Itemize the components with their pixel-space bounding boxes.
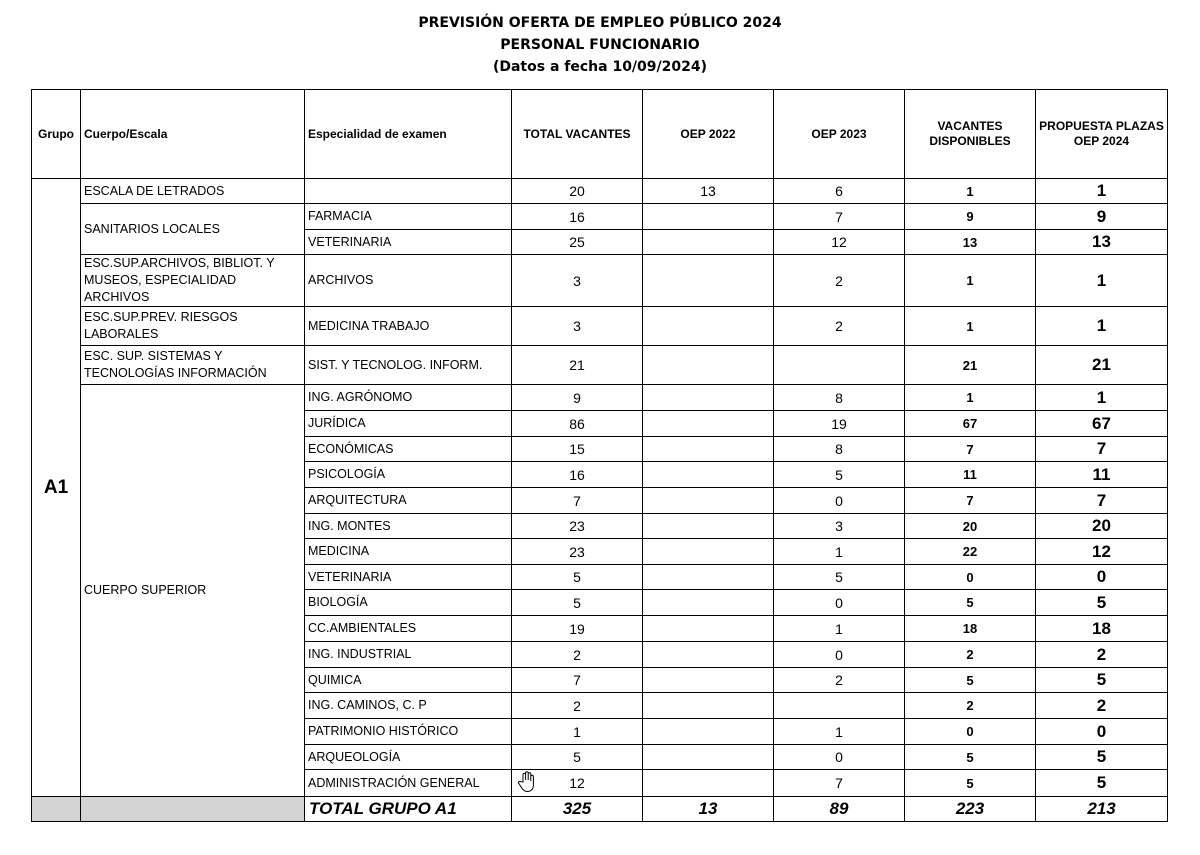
vacantes-disponibles-cell: 1	[905, 255, 1036, 307]
total-propuesta-sum: 213	[1036, 797, 1168, 822]
oep-2022-cell	[643, 770, 774, 797]
oep-2022-cell	[643, 590, 774, 616]
oep-2022-cell	[643, 488, 774, 514]
hand-pointer-icon	[517, 771, 535, 793]
propuesta-cell: 2	[1036, 642, 1168, 668]
table-body	[32, 179, 1168, 822]
total-vacantes-cell: 16	[512, 204, 643, 230]
oep-2023-cell: 8	[774, 385, 905, 411]
oep-2023-cell: 8	[774, 437, 905, 462]
oep-2022-cell	[643, 539, 774, 565]
oep-2023-cell	[774, 346, 905, 385]
oep-2023-cell: 0	[774, 590, 905, 616]
table-row	[32, 179, 1168, 204]
propuesta-cell: 2	[1036, 693, 1168, 719]
oep-2022-cell	[643, 565, 774, 590]
oep-2023-cell: 2	[774, 255, 905, 307]
oep-2022-cell	[643, 462, 774, 488]
group-cell: A1	[32, 179, 81, 797]
especialidad-cell: VETERINARIA	[305, 230, 512, 255]
propuesta-cell: 1	[1036, 255, 1168, 307]
vacantes-disponibles-cell: 1	[905, 307, 1036, 346]
vacantes-disponibles-cell: 1	[905, 385, 1036, 411]
vacantes-disponibles-cell: 1	[905, 179, 1036, 204]
propuesta-cell: 7	[1036, 437, 1168, 462]
vacantes-disponibles-cell: 22	[905, 539, 1036, 565]
especialidad-cell: ING. CAMINOS, C. P	[305, 693, 512, 719]
oep-2023-cell: 12	[774, 230, 905, 255]
col-header-vacantes-line1: VACANTES	[937, 119, 1003, 133]
col-header-oep-2023: OEP 2023	[774, 90, 905, 179]
vacantes-disponibles-cell: 7	[905, 437, 1036, 462]
especialidad-cell: MEDICINA TRABAJO	[305, 307, 512, 346]
oep-2023-cell: 7	[774, 770, 905, 797]
total-vacantes-cell: 5	[512, 745, 643, 770]
oep-2023-cell: 2	[774, 668, 905, 693]
col-header-oep-2022: OEP 2022	[643, 90, 774, 179]
vacantes-disponibles-cell: 20	[905, 514, 1036, 539]
total-vacantes-cell: 9	[512, 385, 643, 411]
total-vacantes-cell: 7	[512, 668, 643, 693]
oep-2023-cell: 5	[774, 565, 905, 590]
especialidad-cell: QUIMICA	[305, 668, 512, 693]
especialidad-cell: ING. AGRÓNOMO	[305, 385, 512, 411]
vacantes-disponibles-cell: 67	[905, 411, 1036, 437]
total-vacantes-cell: 5	[512, 590, 643, 616]
document-date-note: (Datos a fecha 10/09/2024)	[492, 59, 708, 75]
propuesta-cell: 1	[1036, 307, 1168, 346]
total-vacantes-sum: 325	[512, 797, 643, 822]
especialidad-cell: BIOLOGÍA	[305, 590, 512, 616]
propuesta-cell: 0	[1036, 719, 1168, 745]
oep-2022-cell	[643, 668, 774, 693]
especialidad-cell: ARQUEOLOGÍA	[305, 745, 512, 770]
oep-2022-cell	[643, 693, 774, 719]
propuesta-cell: 18	[1036, 616, 1168, 642]
table-row	[32, 346, 1168, 385]
especialidad-cell: VETERINARIA	[305, 565, 512, 590]
propuesta-cell: 20	[1036, 514, 1168, 539]
table-row	[32, 204, 1168, 230]
oep-2022-cell	[643, 719, 774, 745]
total-vacantes-cell: 23	[512, 514, 643, 539]
oep-2022-cell	[643, 255, 774, 307]
propuesta-cell: 1	[1036, 179, 1168, 204]
col-header-vacantes-disponibles	[905, 90, 1036, 179]
cuerpo-cell: ESC.SUP.ARCHIVOS, BIBLIOT. Y MUSEOS, ESPECIALIDAD ARCHIVOS	[81, 255, 305, 307]
vacantes-disponibles-cell: 21	[905, 346, 1036, 385]
oep-2023-cell: 5	[774, 462, 905, 488]
col-header-propuesta-line1: PROPUESTA PLAZAS	[1039, 119, 1164, 133]
vacantes-disponibles-cell: 5	[905, 668, 1036, 693]
document-title: PREVISIÓN OFERTA DE EMPLEO PÚBLICO 2024	[418, 15, 782, 31]
especialidad-cell: ADMINISTRACIÓN GENERAL	[305, 770, 512, 797]
oep-2022-cell	[643, 230, 774, 255]
oep-2023-cell	[774, 693, 905, 719]
total-vacantes-cell: 3	[512, 307, 643, 346]
oep-2023-cell: 1	[774, 616, 905, 642]
vacantes-disponibles-cell: 5	[905, 590, 1036, 616]
total-empty-cell	[81, 797, 305, 822]
cuerpo-cell: ESCALA DE LETRADOS	[81, 179, 305, 204]
vacantes-disponibles-cell: 18	[905, 616, 1036, 642]
vacantes-disponibles-cell: 0	[905, 565, 1036, 590]
total-vacantes-cell: 2	[512, 642, 643, 668]
cuerpo-cell: SANITARIOS LOCALES	[81, 204, 305, 255]
total-vacantes-cell: 3	[512, 255, 643, 307]
especialidad-cell: ECONÓMICAS	[305, 437, 512, 462]
oep-2023-cell: 19	[774, 411, 905, 437]
vacantes-disponibles-cell: 9	[905, 204, 1036, 230]
total-vacantes-cell: 15	[512, 437, 643, 462]
vacantes-disponibles-cell: 2	[905, 693, 1036, 719]
total-vacantes-cell: 19	[512, 616, 643, 642]
vacantes-disponibles-cell: 7	[905, 488, 1036, 514]
oep-2023-cell: 7	[774, 204, 905, 230]
total-vacantes-cell: 7	[512, 488, 643, 514]
oep-2022-cell	[643, 642, 774, 668]
total-vacantes-cell: 21	[512, 346, 643, 385]
oep-2023-cell: 0	[774, 642, 905, 668]
col-header-total-vacantes: TOTAL VACANTES	[512, 90, 643, 179]
total-label: TOTAL GRUPO A1	[305, 797, 512, 822]
vacantes-disponibles-cell: 5	[905, 770, 1036, 797]
total-vacantes-disponibles-sum: 223	[905, 797, 1036, 822]
table-row	[32, 385, 1168, 411]
oep-2022-cell	[643, 616, 774, 642]
oep-2022-cell	[643, 204, 774, 230]
propuesta-cell: 5	[1036, 745, 1168, 770]
especialidad-cell: ARCHIVOS	[305, 255, 512, 307]
total-vacantes-cell: 1	[512, 719, 643, 745]
especialidad-cell: ING. MONTES	[305, 514, 512, 539]
oep-2023-cell: 1	[774, 719, 905, 745]
propuesta-cell: 7	[1036, 488, 1168, 514]
total-oep-2023-sum: 89	[774, 797, 905, 822]
oep-2023-cell: 2	[774, 307, 905, 346]
total-vacantes-cell: 25	[512, 230, 643, 255]
total-empty-cell	[32, 797, 81, 822]
propuesta-cell: 21	[1036, 346, 1168, 385]
oep-2022-cell	[643, 307, 774, 346]
oep-2022-cell	[643, 385, 774, 411]
vacantes-disponibles-cell: 13	[905, 230, 1036, 255]
oep-table	[31, 89, 1168, 822]
document-header	[0, 12, 1200, 78]
propuesta-cell: 5	[1036, 668, 1168, 693]
total-vacantes-cell: 2	[512, 693, 643, 719]
total-vacantes-cell: 5	[512, 565, 643, 590]
propuesta-cell: 5	[1036, 770, 1168, 797]
oep-2022-cell	[643, 437, 774, 462]
propuesta-cell: 1	[1036, 385, 1168, 411]
vacantes-disponibles-cell: 5	[905, 745, 1036, 770]
col-header-grupo: Grupo	[32, 90, 81, 179]
propuesta-cell: 11	[1036, 462, 1168, 488]
especialidad-cell: ING. INDUSTRIAL	[305, 642, 512, 668]
cuerpo-cell: ESC. SUP. SISTEMAS Y TECNOLOGÍAS INFORMACIÓN	[81, 346, 305, 385]
propuesta-cell: 9	[1036, 204, 1168, 230]
total-oep-2022-sum: 13	[643, 797, 774, 822]
total-vacantes-cell: 20	[512, 179, 643, 204]
total-vacantes-cell: 86	[512, 411, 643, 437]
col-header-vacantes-line2: DISPONIBLES	[929, 134, 1011, 148]
especialidad-cell: MEDICINA	[305, 539, 512, 565]
propuesta-cell: 0	[1036, 565, 1168, 590]
oep-2022-cell	[643, 411, 774, 437]
oep-2023-cell: 0	[774, 488, 905, 514]
table-row	[32, 255, 1168, 307]
oep-2023-cell: 6	[774, 179, 905, 204]
especialidad-cell: SIST. Y TECNOLOG. INFORM.	[305, 346, 512, 385]
especialidad-cell	[305, 179, 512, 204]
total-row	[32, 797, 1168, 822]
propuesta-cell: 12	[1036, 539, 1168, 565]
oep-2022-cell: 13	[643, 179, 774, 204]
table-header-row	[32, 90, 1168, 179]
oep-2023-cell: 0	[774, 745, 905, 770]
oep-2022-cell	[643, 346, 774, 385]
oep-2022-cell	[643, 745, 774, 770]
cuerpo-cell: ESC.SUP.PREV. RIESGOS LABORALES	[81, 307, 305, 346]
oep-2023-cell: 3	[774, 514, 905, 539]
cuerpo-cell: CUERPO SUPERIOR	[81, 385, 305, 797]
especialidad-cell: PSICOLOGÍA	[305, 462, 512, 488]
col-header-especialidad: Especialidad de examen	[305, 90, 512, 179]
vacantes-disponibles-cell: 11	[905, 462, 1036, 488]
propuesta-cell: 13	[1036, 230, 1168, 255]
oep-2023-cell: 1	[774, 539, 905, 565]
col-header-propuesta-line2: OEP 2024	[1073, 134, 1130, 148]
especialidad-cell: ARQUITECTURA	[305, 488, 512, 514]
especialidad-cell: FARMACIA	[305, 204, 512, 230]
vacantes-disponibles-cell: 2	[905, 642, 1036, 668]
oep-2022-cell	[643, 514, 774, 539]
propuesta-cell: 5	[1036, 590, 1168, 616]
total-vacantes-cell: 16	[512, 462, 643, 488]
total-vacantes-cell: 12	[512, 770, 643, 797]
especialidad-cell: CC.AMBIENTALES	[305, 616, 512, 642]
especialidad-cell: PATRIMONIO HISTÓRICO	[305, 719, 512, 745]
especialidad-cell: JURÍDICA	[305, 411, 512, 437]
propuesta-cell: 67	[1036, 411, 1168, 437]
vacantes-disponibles-cell: 0	[905, 719, 1036, 745]
col-header-cuerpo: Cuerpo/Escala	[81, 90, 305, 179]
total-vacantes-cell: 23	[512, 539, 643, 565]
document-subtitle: PERSONAL FUNCIONARIO	[500, 37, 700, 53]
col-header-propuesta	[1036, 90, 1168, 179]
table-row	[32, 307, 1168, 346]
